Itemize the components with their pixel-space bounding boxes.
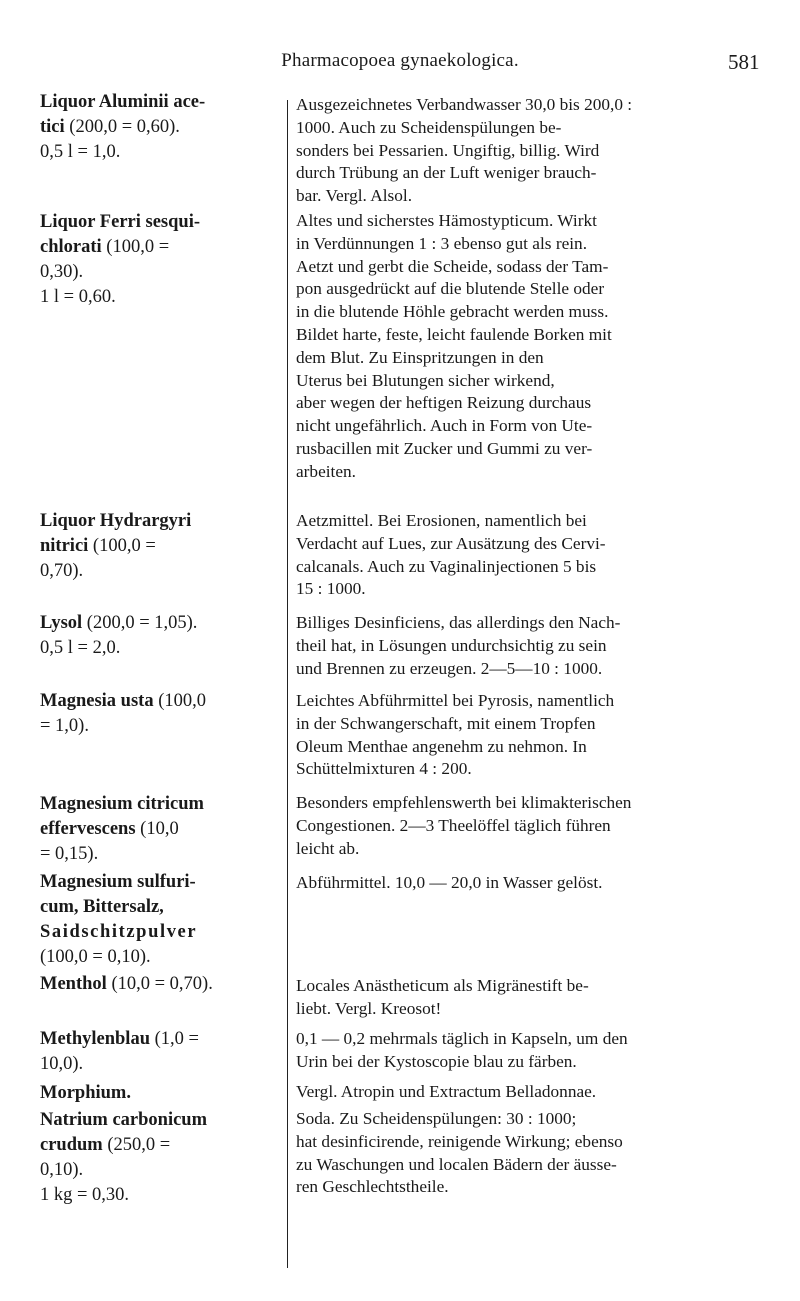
entry-term (40, 611, 280, 661)
entry-description (296, 690, 778, 781)
text-line: Soda. Zu Scheidenspülungen: 30 : 1000; (296, 1109, 577, 1128)
text-line: 0,30). (40, 262, 84, 282)
text-line (40, 90, 280, 115)
text-line: aber wegen der heftigen Reizung durchaus (296, 393, 592, 413)
entry-term (40, 689, 280, 739)
text-line (40, 870, 280, 895)
text-line: 1 kg = 0,30. (40, 1185, 130, 1205)
text-line: Ausgezeichnetes Verbandwasser 30,0 bis 200,0 : (296, 95, 633, 114)
text-line: in Verdünnungen 1 : 3 ebenso gut als rein. (296, 233, 588, 253)
entry-description (296, 872, 778, 895)
text-line: effervescens (10,0 (40, 819, 179, 839)
drug-name: Liquor Ferri sesqui- (40, 212, 200, 232)
entry-description (296, 1108, 778, 1199)
entry-term (40, 1027, 280, 1077)
text-line: (100,0 = 0,10). (40, 947, 151, 967)
text-line: nitrici (100,0 = (40, 536, 156, 556)
drug-name: Liquor Hydrargyri (40, 511, 192, 531)
text-line: Urin bei der Kystoscopie blau zu färben. (296, 1051, 577, 1071)
drug-name: Saidschitzpulver (40, 922, 198, 942)
text-line: Aetzt und gerbt die Scheide, sodass der Tam- (296, 256, 609, 276)
text-line: = 1,0). (40, 716, 89, 736)
drug-name: Methylenblau (40, 1029, 155, 1049)
text-line: calcanals. Auch zu Vaginalinjectionen 5 bis (296, 556, 597, 576)
text-line: ren Geschlechtstheile. (296, 1177, 449, 1197)
text-line: 15 : 1000. (296, 579, 366, 599)
text-line: Schüttelmixturen 4 : 200. (296, 759, 472, 779)
entry-term (40, 870, 280, 970)
text-line (40, 1081, 280, 1106)
entry-description (296, 612, 778, 680)
text-line: Vergl. Atropin und Extractum Belladonnae. (296, 1082, 597, 1101)
text-line: crudum (250,0 = (40, 1135, 171, 1155)
text-line: nicht ungefährlich. Auch in Form von Ute- (296, 416, 593, 436)
text-line: 0,1 — 0,2 mehrmals täglich in Kapseln, um den (296, 1029, 628, 1048)
text-line: und Brennen zu erzeugen. 2—5—10 : 1000. (296, 658, 603, 678)
drug-name: Menthol (40, 974, 112, 994)
text-line: Uterus bei Blutungen sicher wirkend, (296, 370, 555, 390)
text-line: arbeiten. (296, 461, 356, 481)
drug-name: Liquor Aluminii ace- (40, 92, 206, 112)
text-line (40, 792, 280, 817)
text-line: tici (200,0 = 0,60). (40, 117, 180, 137)
text-line (40, 920, 280, 945)
entry-term (40, 1081, 280, 1106)
drug-name: Magnesia usta (40, 691, 159, 711)
drug-name: effervescens (40, 819, 141, 839)
text-line: Congestionen. 2—3 Theelöffel täglich führen (296, 815, 611, 835)
text-line: zu Waschungen und localen Bädern der äusse- (296, 1154, 617, 1174)
text-line: Aetzmittel. Bei Erosionen, namentlich bei (296, 511, 587, 530)
drug-name: Magnesium citricum (40, 794, 204, 814)
text-line: Locales Anästheticum als Migränestift be- (296, 976, 589, 995)
entry-term (40, 972, 280, 997)
text-line: = 0,15). (40, 844, 99, 864)
text-line (40, 509, 280, 534)
entry-description (296, 94, 778, 208)
entry-term (40, 1108, 280, 1208)
text-line: 1000. Auch zu Scheidenspülungen be- (296, 117, 562, 137)
entry-description (296, 975, 778, 1021)
text-line (40, 1108, 280, 1133)
text-line: Oleum Menthae angenehm zu nehmon. In (296, 736, 587, 756)
column-divider (287, 100, 288, 1268)
text-line: liebt. Vergl. Kreosot! (296, 998, 442, 1018)
text-line: hat desinficirende, reinigende Wirkung; ebenso (296, 1131, 623, 1151)
text-line: 10,0). (40, 1054, 84, 1074)
entry-description (296, 510, 778, 601)
entry-description (296, 1028, 778, 1074)
text-line: Bildet harte, feste, leicht faulende Borken mit (296, 324, 612, 344)
text-line: durch Trübung an der Luft weniger brauch- (296, 163, 597, 183)
text-line: Magnesia usta (100,0 (40, 691, 206, 711)
page-number: 581 (728, 50, 760, 74)
text-line (40, 210, 280, 235)
drug-name: Natrium carbonicum (40, 1110, 207, 1130)
drug-name: Morphium. (40, 1083, 131, 1103)
text-line: Abführmittel. 10,0 — 20,0 in Wasser gelöst. (296, 873, 603, 892)
text-line: leicht ab. (296, 838, 360, 858)
drug-name: nitrici (40, 536, 93, 556)
text-line: Altes und sicherstes Hämostypticum. Wirkt (296, 211, 597, 230)
entry-term (40, 509, 280, 584)
text-line: 0,10). (40, 1160, 84, 1180)
text-line: in der Schwangerschaft, mit einem Tropfen (296, 713, 596, 733)
text-line: Leichtes Abführmittel bei Pyrosis, namentlich (296, 691, 615, 710)
text-line: 0,5 l = 1,0. (40, 142, 121, 162)
entry-description (296, 210, 778, 484)
drug-name: Magnesium sulfuri- (40, 872, 196, 892)
entry-description (296, 1081, 778, 1104)
entry-term (40, 90, 280, 165)
drug-name: crudum (40, 1135, 108, 1155)
text-line: pon ausgedrückt auf die blutende Stelle oder (296, 279, 605, 299)
text-line: 0,70). (40, 561, 84, 581)
text-line: Billiges Desinficiens, das allerdings den Nach- (296, 613, 621, 632)
entry-description (296, 792, 778, 860)
text-line: chlorati (100,0 = (40, 237, 170, 257)
drug-name: cum, Bittersalz, (40, 897, 164, 917)
text-line: Besonders empfehlenswerth bei klimakterischen (296, 793, 632, 812)
text-line: bar. Vergl. Alsol. (296, 186, 413, 206)
text-line: dem Blut. Zu Einspritzungen in den (296, 347, 544, 367)
text-line: in die blutende Höhle gebracht werden muss. (296, 302, 609, 322)
drug-name: tici (40, 117, 70, 137)
text-line: Lysol (200,0 = 1,05). (40, 613, 198, 633)
text-line: 0,5 l = 2,0. (40, 638, 121, 658)
text-line: Verdacht auf Lues, zur Ausätzung des Cervi- (296, 533, 606, 553)
text-line: sonders bei Pessarien. Ungiftig, billig. Wird (296, 140, 600, 160)
text-line (40, 895, 280, 920)
text-line: 1 l = 0,60. (40, 287, 116, 307)
drug-name: chlorati (40, 237, 107, 257)
entry-term (40, 792, 280, 867)
text-line: Methylenblau (1,0 = (40, 1029, 199, 1049)
text-line: theil hat, in Lösungen undurchsichtig zu sein (296, 635, 607, 655)
drug-name: Lysol (40, 613, 87, 633)
text-line: rusbacillen mit Zucker und Gummi zu ver- (296, 438, 593, 458)
text-line: Menthol (10,0 = 0,70). (40, 974, 213, 994)
running-header-title: Pharmacopoea gynaekologica. (281, 50, 519, 71)
entry-term (40, 210, 280, 310)
